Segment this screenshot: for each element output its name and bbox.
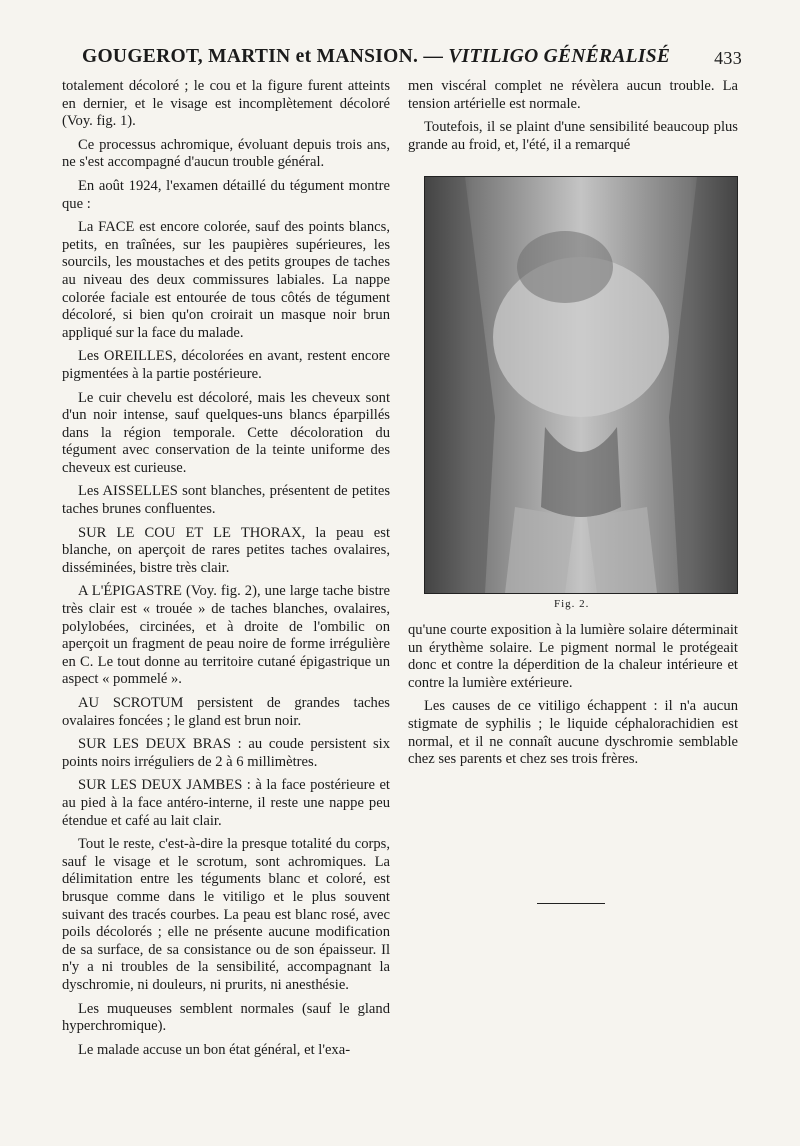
paragraph: Tout le reste, c'est-à-dire la presque totalité du corps, sauf le visage et le scrotum, sont achromiques. La délimitation entre les téguments blanc et coloré, est brusque comme dans le vitiligo et le plus souvent suivant des tracés courbes. La peau est blanc rosé, avec poils décolorés ; elle ne présente aucune modification de sa surface, de sa consistance ou de son épaisseur. Il n'y a ni troubles de la sensibilité, accompagnant la dyschromie, ni douleurs, ni prurits, ni anesthésie. (62, 836, 390, 993)
figure-caption: Fig. 2. (554, 598, 590, 610)
paragraph: Les muqueuses semblent normales (sauf le gland hyperchromique). (62, 1000, 390, 1035)
paragraph: Le cuir chevelu est décoloré, mais les cheveux sont d'un noir intense, sauf quelques-uns blancs éparpillés dans la région temporale. Cette décoloration du tégument avec conservation de la teinte uniforme des cheveux est curieuse. (62, 389, 390, 476)
paragraph: totalement décoloré ; le cou et la figure furent atteints en dernier, et le visage est incomplètement décoloré (Voy. fig. 1). (62, 78, 390, 130)
paragraph: A L'ÉPIGASTRE (Voy. fig. 2), une large tache bistre très clair est « trouée » de taches blanches, ovalaires, polylobées, circinées, et à droite de l'ombilic on aperçoit un fragment de peau noire de forme irrégulière en C. Le tout donne au territoire cutané épigastrique un aspect « pommelé ». (62, 583, 390, 688)
header-title (82, 46, 670, 68)
header-subject: VITILIGO GÉNÉRALISÉ (448, 46, 671, 67)
photo-torso-illustration (425, 177, 737, 593)
paragraph: Toutefois, il se plaint d'une sensibilité beaucoup plus grande au froid, et, l'été, il a remarqué (408, 119, 738, 153)
page-number: 433 (714, 48, 742, 68)
paragraph: SUR LE COU ET LE THORAX, la peau est blanche, on aperçoit de rares petites taches ovalaires, disséminées, bistre très clair. (62, 524, 390, 576)
paragraph: men viscéral complet ne révèlera aucun trouble. La tension artérielle est normale. (408, 78, 738, 112)
paragraph: AU SCROTUM persistent de grandes taches ovalaires foncées ; le gland est brun noir. (62, 695, 390, 729)
right-column-top (408, 78, 738, 160)
paragraph: Les AISSELLES sont blanches, présentent de petites taches brunes confluentes. (62, 483, 390, 518)
figure-photograph (424, 176, 738, 594)
paragraph: Ce processus achromique, évoluant depuis trois ans, ne s'est accompagné d'aucun trouble général. (62, 136, 390, 171)
header-authors: GOUGEROT, MARTIN et MANSION. — (82, 46, 444, 67)
paragraph: Le malade accuse un bon état général, et l'exa- (78, 1041, 351, 1058)
running-header (82, 40, 742, 76)
left-column (62, 78, 390, 1065)
paragraph: SUR LES DEUX BRAS : au coude persistent six points noirs irréguliers de 2 à 6 millimètres. (62, 736, 390, 770)
end-rule (537, 903, 605, 904)
paragraph: En août 1924, l'examen détaillé du tégument montre que : (62, 177, 390, 212)
right-column-bottom (408, 622, 738, 775)
paragraph: SUR LES DEUX JAMBES : à la face postérieure et au pied à la face antéro-interne, il reste une nappe peu étendue et café au lait clair. (62, 777, 390, 829)
paragraph: qu'une courte exposition à la lumière solaire déterminait un érythème solaire. Le pigment normal le protégeait donc et contre la déperdition de la chaleur intérieure et contre la lumière extérieure. (408, 622, 738, 691)
paragraph: La FACE est encore colorée, sauf des points blancs, petits, en traînées, sur les paupières supérieures, les sourcils, les moustaches et des petits groupes de taches au niveau des deux commissures labiales. La nappe colorée faciale est entourée de tous côtés de tégument décoloré, si bien qu'on croirait un masque noir brun appliqué sur la face du malade. (62, 219, 390, 341)
paragraph: Les OREILLES, décolorées en avant, restent encore pigmentées à la partie postérieure. (62, 348, 390, 382)
paragraph: Les causes de ce vitiligo échappent : il n'a aucun stigmate de syphilis ; le liquide céphalorachidien est normal, et il ne connaît aucune dyschromie semblable chez ses parents et chez ses trois frères. (408, 698, 738, 768)
